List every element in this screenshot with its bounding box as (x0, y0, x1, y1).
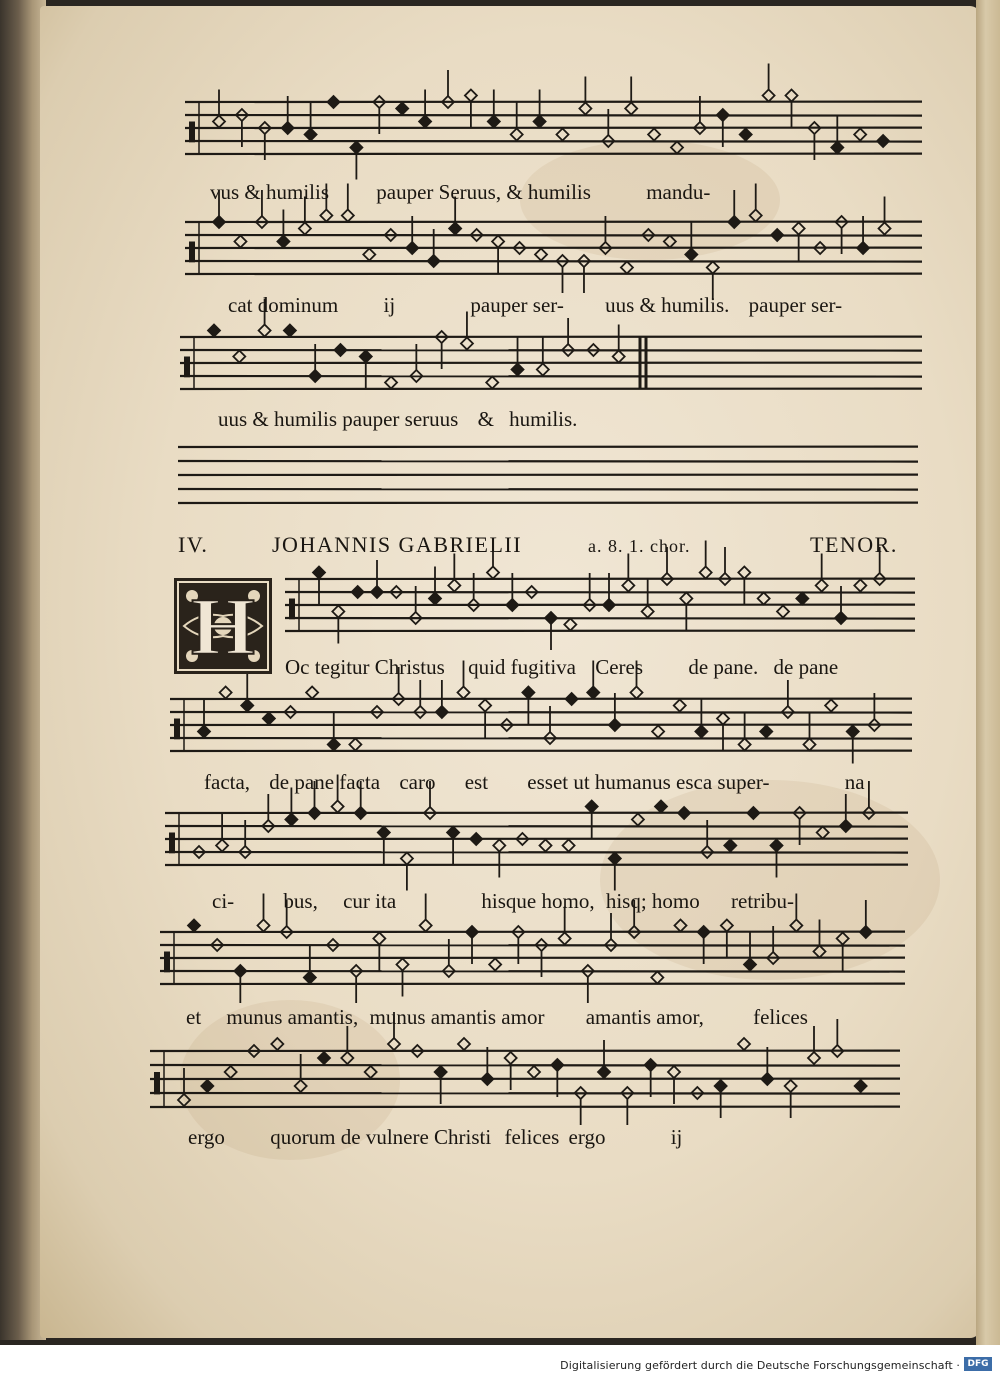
note-glyph (271, 1038, 283, 1050)
lyric-syllable: cat dominum (228, 293, 339, 317)
note-glyph (365, 1066, 377, 1078)
lyric-syllable: pauper Seruus, & humilis (376, 180, 591, 204)
note-glyph (528, 1066, 540, 1078)
lyric-syllable: de pane (773, 655, 839, 679)
note-glyph (808, 1026, 820, 1064)
note-glyph (318, 1052, 330, 1064)
lyric-syllable: & (477, 407, 494, 431)
note-glyph (178, 1068, 190, 1106)
lyric-syllable: hisque homo, (481, 889, 595, 913)
lyric-line-2 (228, 293, 928, 318)
piece-number: IV. (178, 532, 209, 557)
lyric-syllable: ij (670, 1125, 683, 1149)
lyric-syllable: quid fugitiva (468, 655, 576, 679)
decorated-initial (172, 576, 274, 676)
note-glyph (738, 1038, 750, 1050)
lyric-line-4 (285, 655, 925, 680)
lyric-syllable: pauper ser- (748, 293, 843, 317)
note-glyph (715, 1080, 727, 1118)
lyric-syllable: facta, (204, 770, 251, 794)
lyric-line-8 (188, 1125, 788, 1150)
lyric-syllable: ci- (212, 889, 235, 913)
initial-letter: H (191, 581, 255, 672)
note-glyph (201, 1080, 213, 1092)
lyric-syllable: na (844, 770, 865, 794)
lyric-syllable: humilis. (509, 407, 578, 431)
note-glyph (785, 1080, 797, 1118)
lyric-syllable: hisq; homo (605, 889, 700, 913)
voice-name: TENOR. (810, 532, 898, 557)
lyric-syllable: munus amantis amor (369, 1005, 545, 1029)
lyric-syllable: Ceres (595, 655, 644, 679)
lyric-syllable: bus, (283, 889, 318, 913)
lyric-syllable: uus & humilis pauper seruus (218, 407, 459, 431)
note-glyph (598, 1040, 610, 1078)
dfg-logo-icon: DFG (964, 1357, 992, 1371)
lyric-line-5 (204, 770, 904, 795)
lyric-syllable: felices (504, 1125, 560, 1149)
lyric-syllable: ergo (188, 1125, 225, 1149)
note-glyph (668, 1066, 680, 1104)
lyric-syllable: quorum de vulnere Christi (270, 1125, 492, 1149)
lyric-syllable: uus & humilis. (605, 293, 730, 317)
footer-bar (0, 1345, 1000, 1380)
note-glyph (341, 1026, 353, 1064)
lyric-syllable: de pane. (688, 655, 759, 679)
note-glyph (435, 1066, 447, 1104)
lyric-syllable: ij (383, 293, 396, 317)
lyric-line-3 (218, 407, 718, 432)
note-glyph (505, 1052, 517, 1090)
lyric-line-6 (212, 889, 892, 914)
lyric-syllable: et (186, 1005, 202, 1029)
note-glyph (295, 1054, 307, 1092)
lyric-syllable: retribu- (731, 889, 794, 913)
lyric-syllable: pauper ser- (470, 293, 564, 317)
lyric-syllable: de pane facta (269, 770, 381, 794)
lyric-syllable: munus amantis, (226, 1005, 359, 1029)
lyric-syllable: amantis amor, (585, 1005, 704, 1029)
lyric-line-1 (210, 180, 920, 205)
lyric-syllable: felices (753, 1005, 808, 1029)
lyric-syllable: mandu- (646, 180, 711, 204)
note-glyph (225, 1066, 237, 1078)
lyric-syllable: vus & humilis (210, 180, 330, 204)
lyric-syllable: ergo (568, 1125, 606, 1149)
note-glyph (458, 1038, 470, 1050)
scoring: a. 8. 1. chor. (588, 536, 691, 556)
lyric-syllable: est (464, 770, 489, 794)
composer-name: JOHANNIS GABRIELII (272, 532, 523, 557)
lyric-line-7 (186, 1005, 876, 1030)
lyric-syllable: Oc tegitur Christus (285, 655, 445, 679)
lyric-syllable: cur ita (343, 889, 397, 913)
lyric-syllable: caro (399, 770, 436, 794)
footer-credit: Digitalisierung gefördert durch die Deutsche Forschungsgemeinschaft · (560, 1359, 960, 1372)
note-glyph (855, 1080, 867, 1092)
lyric-syllable: esset ut humanus esca super- (527, 770, 770, 794)
